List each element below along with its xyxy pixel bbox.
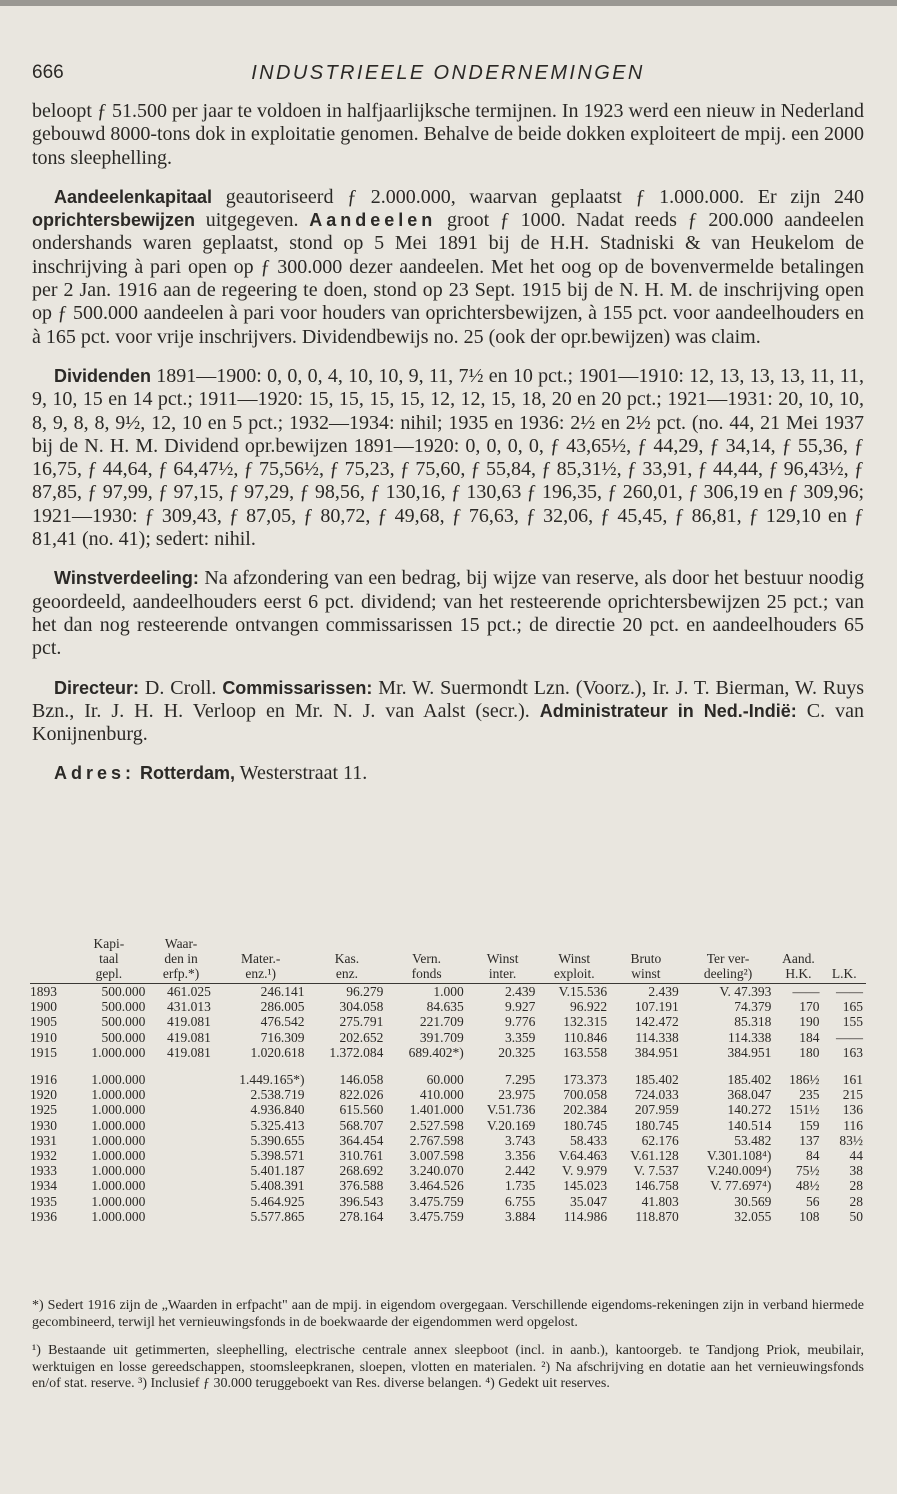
table-cell: 1.000.000 [91, 1102, 146, 1118]
table-cell: 30.569 [734, 1193, 772, 1209]
table-cell: 1.020.618 [250, 1044, 305, 1060]
table-cell: 53.482 [734, 1132, 772, 1148]
table-header-cell: Bruto winst [630, 951, 662, 981]
table-cell: 1.449.165*) [239, 1072, 305, 1088]
table-cell: V.301.108⁴) [706, 1148, 772, 1164]
table-cell: 2.527.598 [409, 1117, 464, 1133]
table-cell: 202.384 [563, 1102, 608, 1118]
table-cell [148, 1133, 214, 1148]
table-cell: 221.709 [419, 1014, 464, 1030]
table-cell: 207.959 [634, 1102, 679, 1118]
table-row [30, 1209, 866, 1224]
label-address: Adres: [54, 763, 136, 784]
table-year-cell: 1930 [30, 1117, 57, 1133]
table-cell: 180 [799, 1044, 820, 1060]
table-header-cell: Winst inter. [486, 951, 519, 981]
table-header-row [30, 936, 866, 984]
address-street: Westerstraat 11. [235, 762, 368, 785]
label-founder-certificates: oprichtersbewijzen [32, 210, 196, 231]
label-profit-distribution: Winstverdeeling: [54, 568, 199, 589]
body-text [32, 100, 864, 786]
paragraph-share-capital [32, 186, 864, 349]
table-cell: 275.791 [339, 1014, 384, 1030]
table-cell: 376.588 [339, 1178, 384, 1194]
table-cell: 180.745 [634, 1117, 679, 1133]
table-cell: 50 [849, 1208, 863, 1224]
table-cell: 5.464.925 [250, 1193, 305, 1209]
table-cell: 5.408.391 [250, 1178, 305, 1194]
table-row [30, 1148, 866, 1163]
label-commissioners: Commissarissen: [222, 677, 373, 698]
table-cell: 151½ [789, 1102, 820, 1118]
table-cell: 368.047 [727, 1087, 772, 1103]
table-cell: 5.577.865 [250, 1208, 305, 1224]
table-cell: 114.986 [563, 1208, 608, 1224]
table-cell: 268.692 [339, 1163, 384, 1179]
table-header-cell: Vern. fonds [411, 951, 442, 981]
table-cell [148, 1066, 214, 1087]
table-row [30, 1030, 866, 1045]
table-cell: 419.081 [167, 1014, 211, 1030]
table-cell: 822.026 [339, 1087, 384, 1103]
table-cell: V.61.128 [630, 1148, 679, 1164]
table-row [30, 984, 866, 1000]
running-title: INDUSTRIEELE ONDERNEMINGEN [251, 62, 645, 84]
table-year-cell: 1925 [30, 1102, 57, 1118]
table-cell: 163.558 [563, 1044, 608, 1060]
table-cell: 74.379 [734, 999, 772, 1015]
table-cell: 75½ [795, 1163, 820, 1179]
table-cell: 689.402*) [408, 1044, 464, 1060]
table-cell: 3.884 [505, 1208, 536, 1224]
table-cell: 2.439 [467, 984, 539, 1000]
table-row [30, 999, 866, 1014]
table-cell: 132.315 [563, 1014, 608, 1030]
table-cell: 96.922 [569, 999, 608, 1015]
table-cell: 118.870 [635, 1208, 679, 1224]
table-cell: 246.141 [214, 984, 308, 1000]
table-row [30, 1066, 866, 1087]
table-cell: 140.272 [727, 1102, 772, 1118]
table-cell: 1.000.000 [91, 1087, 146, 1103]
table-year-cell: 1915 [30, 1044, 57, 1060]
table-cell: 1.000.000 [91, 1044, 146, 1060]
table-year-cell: 1936 [30, 1208, 57, 1224]
share-capital-text-c: groot ƒ 1000. Nadat reeds ƒ 200.000 aandeelen ondershands waren geplaatst, stond op 5 Mei 1891 bij de H.H. Stadniski & van Heukelom de inschrijving à pari open op ƒ 300.000 dezer aandeelen. Met het oog op de bovenvermelde betalingen per 2 Jan. 1916 aan de regeering te doen, stond op 23 Sept. 1915 bij de N. H. M. de inschrijving open op ƒ 500.000 aandeelen à pari voor houders van oprichtersbewijzen, à 155 pct. voor aandeelhouders en à 165 pct. voor vrije inschrijvers. Dividendbewijs no. 25 (ook der opr.bewijzen) was claim. [32, 209, 865, 348]
footnotes [32, 1298, 864, 1393]
table-cell: 2.442 [505, 1163, 536, 1179]
table-header-cell: Ter ver- deeling²) [703, 951, 753, 981]
table-cell [148, 1087, 214, 1102]
table-cell: 700.058 [563, 1087, 608, 1103]
table-cell: 41.803 [641, 1193, 679, 1209]
table-cell: 6.755 [505, 1193, 536, 1209]
table-cell: 145.023 [563, 1178, 608, 1194]
table-cell: 5.401.187 [250, 1163, 305, 1179]
paragraph-address [32, 762, 864, 785]
table-cell: 3.464.526 [409, 1178, 464, 1194]
table-header-cell [30, 936, 69, 984]
label-shares: Aandeelen [309, 210, 437, 231]
table-year-cell: 1916 [30, 1072, 57, 1088]
administrator-text: C. van Konijnenburg. [32, 699, 864, 746]
page-number: 666 [32, 62, 64, 83]
table-cell: 461.025 [148, 984, 214, 1000]
table-cell: 170 [799, 999, 820, 1015]
table-cell: 108 [799, 1208, 820, 1224]
table-cell: 286.005 [260, 999, 305, 1015]
table-cell: 28 [849, 1178, 863, 1194]
table-cell: 410.000 [419, 1087, 464, 1103]
table-cell: 391.709 [419, 1029, 464, 1045]
table-cell: 142.472 [634, 1014, 679, 1030]
footnote-erfpacht: *) Sedert 1916 zijn de „Waarden in erfpacht" aan de mpij. in eigendom overgegaan. Verschillende eigendoms-rekeningen zijn in verband hiermede gecombineerd, terwijl het vernieuwingsfonds in de boekwaarde der eigendommen werd opgelost. [32, 1298, 864, 1330]
table-cell: 500.000 [69, 984, 148, 1000]
table-cell: 4.936.840 [250, 1102, 305, 1118]
table-cell: 431.013 [167, 999, 211, 1015]
label-director: Directeur: [54, 677, 140, 698]
table-cell: 2.767.598 [409, 1132, 464, 1148]
table-cell: 2.538.719 [250, 1087, 305, 1103]
table-cell: 1.000.000 [91, 1163, 146, 1179]
table-cell: 110.846 [563, 1029, 608, 1045]
table-row [30, 1133, 866, 1148]
table-cell [148, 1163, 214, 1178]
table-cell [148, 1118, 214, 1133]
table-year-cell: 1900 [30, 999, 57, 1015]
address-city: Rotterdam, [140, 763, 236, 784]
table-header-cell: L.K. [831, 966, 857, 981]
table-cell: V.51.736 [486, 1102, 536, 1118]
table-row [30, 1178, 866, 1193]
table-cell: 84.635 [426, 999, 464, 1015]
table-cell: 384.951 [727, 1044, 772, 1060]
table-cell: 3.743 [505, 1132, 536, 1148]
footnote-materials: ¹) Bestaande uit getimmerten, sleephelling, electrische centrale annex sleepboot (incl. in aanb.), kantoorgeb. te Tandjong Priok, meubilair, werktuigen en losse gereedschappen, stoomsleepkranen, sloepen, vlotten en materialen. ²) Na afschrijving en dotatie aan het vernieuwingsfonds en/of stat. reserve. ³) Inclusief ƒ 30.000 teruggeboekt van Res. diverse belangen. ⁴) Gedekt uit reserves. [32, 1343, 864, 1391]
table-cell: 1.000.000 [91, 1193, 146, 1209]
table-cell: V. 7.537 [633, 1163, 679, 1179]
profit-distribution-text: Na afzondering van een bedrag, bij wijze van reserve, als door het bestuur noodig geoordeeld, aandeelhouders eerst 6 pct. dividend; van het resteerende oprichtersbewijzen 25 pct.; van het dan nog resteerende ontvangen commissarissen 15 pct.; de directie 20 pct. en aandeelhouders 65 pct. [32, 567, 864, 660]
table-cell: 5.390.655 [250, 1132, 305, 1148]
table-row [30, 1014, 866, 1029]
paragraph-management [32, 677, 864, 747]
table-cell: —— [836, 1029, 863, 1045]
table-cell: 1.000.000 [91, 1117, 146, 1133]
table-cell [148, 1209, 214, 1224]
table-cell: 1.000.000 [91, 1208, 146, 1224]
table-cell: 83½ [839, 1132, 863, 1148]
table-cell: 5.398.571 [250, 1148, 305, 1164]
table-year-cell: 1935 [30, 1193, 57, 1209]
table-cell: 165 [842, 999, 863, 1015]
table-cell [148, 1102, 214, 1117]
running-header [32, 62, 864, 86]
table-cell: 84 [806, 1148, 820, 1164]
table-cell: 185.402 [634, 1072, 679, 1088]
table-header-cell: Mater.- enz.¹) [241, 951, 281, 981]
table-cell: 5.325.413 [250, 1117, 305, 1133]
table-cell: 60.000 [426, 1072, 464, 1088]
table-year-cell: 1933 [30, 1163, 57, 1179]
table-cell: 185.402 [727, 1072, 772, 1088]
table-header-cell: Aand. H.K. [782, 951, 815, 981]
table-cell: 38 [849, 1163, 863, 1179]
table-year-cell: 1920 [30, 1087, 57, 1103]
table-cell: 568.707 [339, 1117, 384, 1133]
table-row [30, 1118, 866, 1133]
table-cell: 184 [799, 1029, 820, 1045]
table-cell: 62.176 [641, 1132, 679, 1148]
table-cell: 1.000 [386, 984, 466, 1000]
table-cell: 310.761 [339, 1148, 384, 1164]
table-cell: 136 [842, 1102, 863, 1118]
table-cell: 114.338 [635, 1029, 679, 1045]
table-cell: V.20.169 [486, 1117, 536, 1133]
table-cell: 85.318 [734, 1014, 772, 1030]
table-cell: 500.000 [101, 1029, 146, 1045]
table-cell: 140.514 [727, 1117, 772, 1133]
table-cell: V.64.463 [558, 1148, 608, 1164]
paragraph-dividends [32, 365, 864, 551]
table-cell: 1.000.000 [91, 1148, 146, 1164]
table-cell: 1.000.000 [91, 1132, 146, 1148]
table-cell: 1.000.000 [91, 1072, 146, 1088]
table-cell: 9.776 [505, 1014, 536, 1030]
table-cell: V. 9.979 [561, 1163, 608, 1179]
table-row [30, 1102, 866, 1117]
table-cell: 2.439 [610, 984, 682, 1000]
table-cell: 304.058 [339, 999, 384, 1015]
share-capital-text-a: geautoriseerd ƒ 2.000.000, waarvan geplaatst ƒ 1.000.000. Er zijn 240 [212, 185, 864, 208]
label-dividends: Dividenden [54, 365, 152, 386]
table-cell: V.240.009⁴) [706, 1163, 772, 1179]
table-cell: 1.000.000 [91, 1178, 146, 1194]
table-cell: 58.433 [569, 1132, 608, 1148]
table-cell: 3.007.598 [409, 1148, 464, 1164]
table-cell: 35.047 [569, 1193, 608, 1209]
table-cell: 116 [843, 1117, 863, 1133]
table-cell: 3.359 [505, 1029, 536, 1045]
table-cell: 23.975 [498, 1087, 536, 1103]
table-cell: 159 [799, 1117, 820, 1133]
table-cell: 96.279 [308, 984, 387, 1000]
table-cell: 615.560 [339, 1102, 384, 1118]
table-cell: 9.927 [505, 999, 536, 1015]
table-cell: 724.033 [634, 1087, 679, 1103]
table-cell [148, 1194, 214, 1209]
table-cell: 396.543 [339, 1193, 384, 1209]
table-row [30, 1087, 866, 1102]
table-year-cell: 1932 [30, 1148, 57, 1164]
table-cell: 500.000 [101, 1014, 146, 1030]
table-cell: 173.373 [563, 1072, 608, 1088]
table-cell: 28 [849, 1193, 863, 1209]
table-year-cell: 1931 [30, 1132, 57, 1148]
commissioners-text: Mr. W. Suermondt Lzn. (Voorz.), Ir. J. T. Bierman, W. Ruys Bzn., Ir. J. H. H. Verloop en Mr. N. J. van Aalst (secr.). [32, 676, 864, 722]
table-cell: 32.055 [734, 1208, 772, 1224]
table-cell: 3.475.759 [409, 1208, 464, 1224]
table-cell: 186½ [789, 1072, 820, 1088]
table-cell: 161 [842, 1072, 863, 1088]
table-cell: 107.191 [634, 999, 679, 1015]
table-cell: 137 [799, 1132, 820, 1148]
table-row [30, 1163, 866, 1178]
label-administrator: Administrateur in Ned.-Indië: [539, 700, 797, 721]
table-cell: 48½ [795, 1178, 820, 1194]
paragraph-dock-info: beloopt ƒ 51.500 per jaar te voldoen in halfjaarlijksche termijnen. In 1923 werd een nieuw in Nederland gebouwd 8000-tons dok in exploitatie genomen. Behalve de beide dokken exploiteert de mpij. een 2000 tons sleephelling. [32, 100, 865, 169]
table-cell: 180.745 [563, 1117, 608, 1133]
dividends-text: 1891—1900: 0, 0, 0, 4, 10, 10, 9, 11, 7½ en 10 pct.; 1901—1910: 12, 13, 13, 13, 11, 11, 9, 10, 15 en 14 pct.; 1911—1920: 15, 15, 15, 15, 12, 12, 15, 18, 20 en 20 pct.; 1921—1931: 20, 10, 10, 8, 9, 8, 8, 9½, 12, 10 en 5 pct.; 1932—1934: nihil; 1935 en 1936: 2½ en 2½ pct. (no. 44, 21 Mei 1937 bij de N. H. M. Dividend opr.bewijzen 1891—1920: 0, 0, 0, 0, ƒ 43,65½, ƒ 44,29, ƒ 34,14, ƒ 55,36, ƒ 16,75, ƒ 44,64, ƒ 64,47½, ƒ 75,56½, ƒ 75,23, ƒ 75,60, ƒ 55,84, ƒ 85,31½, ƒ 33,91, ƒ 44,44, ƒ 96,43½, ƒ 87,85, ƒ 97,99, ƒ 97,15, ƒ 97,29, ƒ 98,56, ƒ 130,16, ƒ 130,63 ƒ 196,35, ƒ 260,01, ƒ 306,19 en ƒ 309,96; 1921—1930: ƒ 309,43, ƒ 87,05, ƒ 80,72, ƒ 49,68, ƒ 76,63, ƒ 32,06, ƒ 45,45, ƒ 86,81, ƒ 129,10 en ƒ 81,41 (no. 41); sedert: nihil. [32, 364, 864, 551]
table-cell: 163 [842, 1044, 863, 1060]
table-cell: 716.309 [260, 1029, 305, 1045]
table-cell: V. 77.697⁴) [710, 1178, 772, 1194]
table-cell: 44 [849, 1148, 863, 1164]
table-cell: 1.372.084 [329, 1044, 384, 1060]
table-cell: 419.081 [167, 1029, 211, 1045]
financial-table [30, 936, 866, 1224]
table-cell: 278.164 [339, 1208, 384, 1224]
director-text: D. Croll. [139, 676, 223, 699]
table-cell: 1.401.000 [409, 1102, 464, 1118]
table-cell: 476.542 [260, 1014, 305, 1030]
table-cell: 190 [799, 1014, 820, 1030]
table-header-cell: Waar- den in erfp.*) [162, 936, 200, 981]
table-cell: 56 [806, 1193, 820, 1209]
table-cell: 146.758 [634, 1178, 679, 1194]
table-cell: 384.951 [634, 1044, 679, 1060]
table-year-cell: 1893 [30, 984, 69, 1000]
table-header-cell: Kas. enz. [334, 951, 360, 981]
table-cell: 3.240.070 [409, 1163, 464, 1179]
table-cell: V.15.536 [538, 984, 610, 1000]
table-cell [148, 1148, 214, 1163]
table-cell: 235 [799, 1087, 820, 1103]
table-cell: 114.338 [728, 1029, 772, 1045]
table-cell: 364.454 [339, 1132, 384, 1148]
table-cell: 7.295 [505, 1072, 536, 1088]
table-cell: 3.475.759 [409, 1193, 464, 1209]
table-cell: 20.325 [498, 1044, 536, 1060]
table-cell: 155 [842, 1014, 863, 1030]
table-cell: 146.058 [339, 1072, 384, 1088]
page-top-border [0, 0, 897, 6]
table-cell: V. 47.393 [682, 984, 775, 1000]
table-cell: 3.356 [505, 1148, 536, 1164]
table-cell: 202.652 [339, 1029, 384, 1045]
table-cell: 500.000 [101, 999, 146, 1015]
label-share-capital: Aandeelenkapitaal [54, 186, 213, 207]
table-year-cell: 1910 [30, 1029, 57, 1045]
table-header-cell: Winst exploit. [553, 951, 595, 981]
paragraph-profit-distribution [32, 567, 864, 660]
table-row [30, 1045, 866, 1066]
table-header-cell: Kapi- taal gepl. [93, 936, 125, 981]
table-cell: 1.735 [505, 1178, 536, 1194]
share-capital-text-b: uitgegeven. [195, 209, 310, 232]
table-row [30, 1194, 866, 1209]
table-cell: —— [823, 984, 866, 1000]
table-year-cell: 1905 [30, 1014, 57, 1030]
table-year-cell: 1934 [30, 1178, 57, 1194]
table-cell: 215 [842, 1087, 863, 1103]
table-cell: 419.081 [167, 1044, 211, 1060]
table-cell [148, 1178, 214, 1193]
table-cell: —— [774, 984, 822, 1000]
